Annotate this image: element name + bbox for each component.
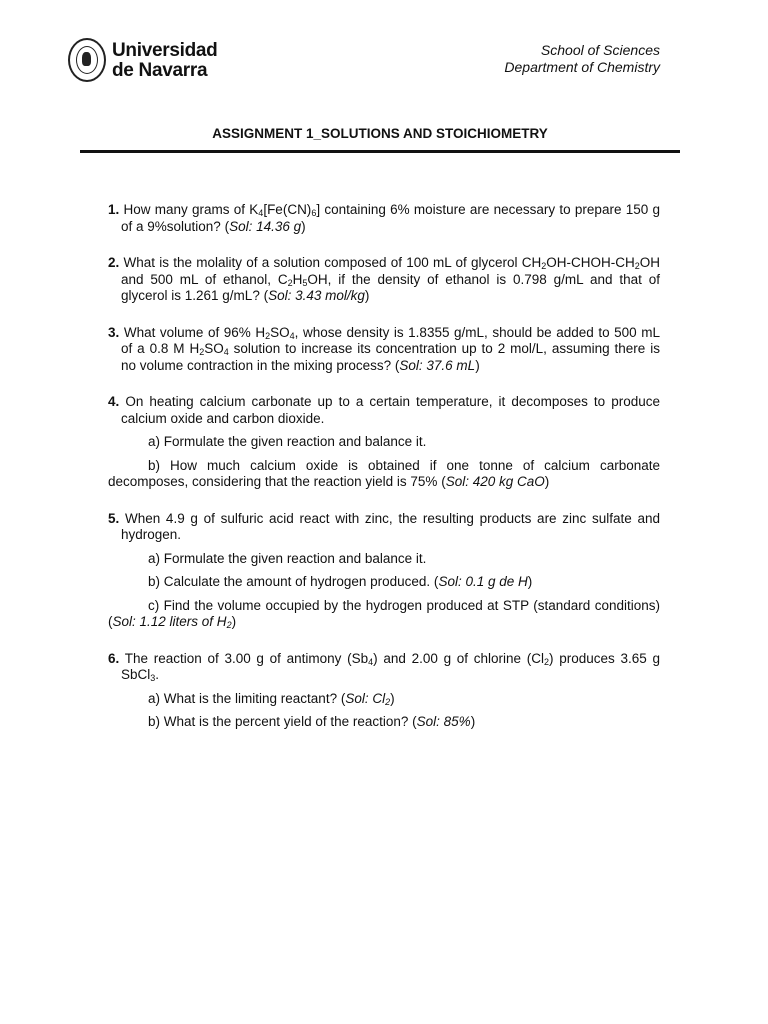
school-name: School of Sciences [540,42,660,58]
question-6: 6. The reaction of 3.00 g of antimony $(Sb_4)$ and 2.00 g of chlorine $(Cl_2)$ produces 3.65 g SbCl$_3$. a) What is the limiting reactant? (Sol: $Cl_2$) b) What is the percent yield of the reaction? (Sol: 85%) [108,650,660,729]
solution: Sol: 0.1 g de H [438,574,528,589]
question-3: 3. What volume of 96% $H_2SO_4$, whose density is 1.8355 g/mL, should be added to 500 mL of a 0.8 M $H_2SO_4$ solution to increase its concentration up to 2 mol/L, assuming there is no volume contraction in the mixing process? (Sol: 37.6 mL) [108,324,660,373]
solution: Sol: 14.36 g [229,218,302,234]
question-5-part-a: a) Formulate the given reaction and balance it. [148,550,427,566]
solution: Sol: 1.12 liters of $H_2$ [112,614,232,630]
question-5-part-b: b) Calculate the amount of hydrogen produced. (Sol: 0.1 g de H) [148,574,533,589]
question-list [108,202,660,751]
solution: Sol: 85% [416,714,471,729]
university-seal-icon [68,38,106,82]
question-1: 1. How many grams of $K_4[Fe(CN)_6]$ containing 6% moisture are necessary to prepare 150 g of a 9%solution? (Sol: 14.36 g) [108,202,660,234]
solution: Sol: $Cl_2$ [345,690,391,707]
question-4-part-b: b) How much calcium oxide is obtained if one tonne of calcium carbonate decomposes, considering that the reaction yield is 75% (Sol: 420 kg CaO) [108,457,660,489]
question-5-part-c: c) Find the volume occupied by the hydrogen produced at STP (standard conditions) (Sol: 1.12 liters of $H_2$) [108,597,660,630]
solution: Sol: 3.43 mol/kg [268,288,365,303]
department-name: Department of Chemistry [504,59,660,75]
page-title: ASSIGNMENT 1_SOLUTIONS AND STOICHIOMETRY [212,126,548,141]
question-5: 5. When 4.9 g of sulfuric acid react with zinc, the resulting products are zinc sulfate and hydrogen. a) Formulate the given reaction and balance it. b) Calculate the amount of hydrogen produced. (Sol: 0.1 g de H) c) Find the volume occupied by the hydrogen produced at STP (standard conditions) (Sol: 1.12 liters of $H_2$) [108,510,660,630]
department-header [504,42,660,76]
question-6-part-b: b) What is the percent yield of the reaction? (Sol: 85%) [148,714,476,729]
question-6-part-a: a) What is the limiting reactant? (Sol: $Cl_2$) [148,690,395,707]
question-4: 4. On heating calcium carbonate up to a certain temperature, it decomposes to produce calcium oxide and carbon dioxide. a) Formulate the given reaction and balance it. b) How much calcium oxide is obtained if one tonne of calcium carbonate decomposes, considering that the reaction yield is 75% (Sol: 420 kg CaO) [108,394,660,489]
university-name: Universidad de Navarra [112,40,218,81]
university-logo [68,38,218,84]
solution: Sol: 420 kg CaO [445,474,545,489]
question-4-part-a: a) Formulate the given reaction and balance it. [148,434,427,449]
solution: Sol: 37.6 mL [399,357,476,373]
question-2: 2. What is the molality of a solution composed of 100 mL of glycerol $CH_2OH-CHOH-CH_2OH$ and 500 mL of ethanol, $C_2H_5OH$, if the density of ethanol is 0.798 g/mL and that of glycerol is 1.261 g/mL? (Sol: 3.43 mol/kg) [108,255,660,303]
title-divider [80,150,680,153]
